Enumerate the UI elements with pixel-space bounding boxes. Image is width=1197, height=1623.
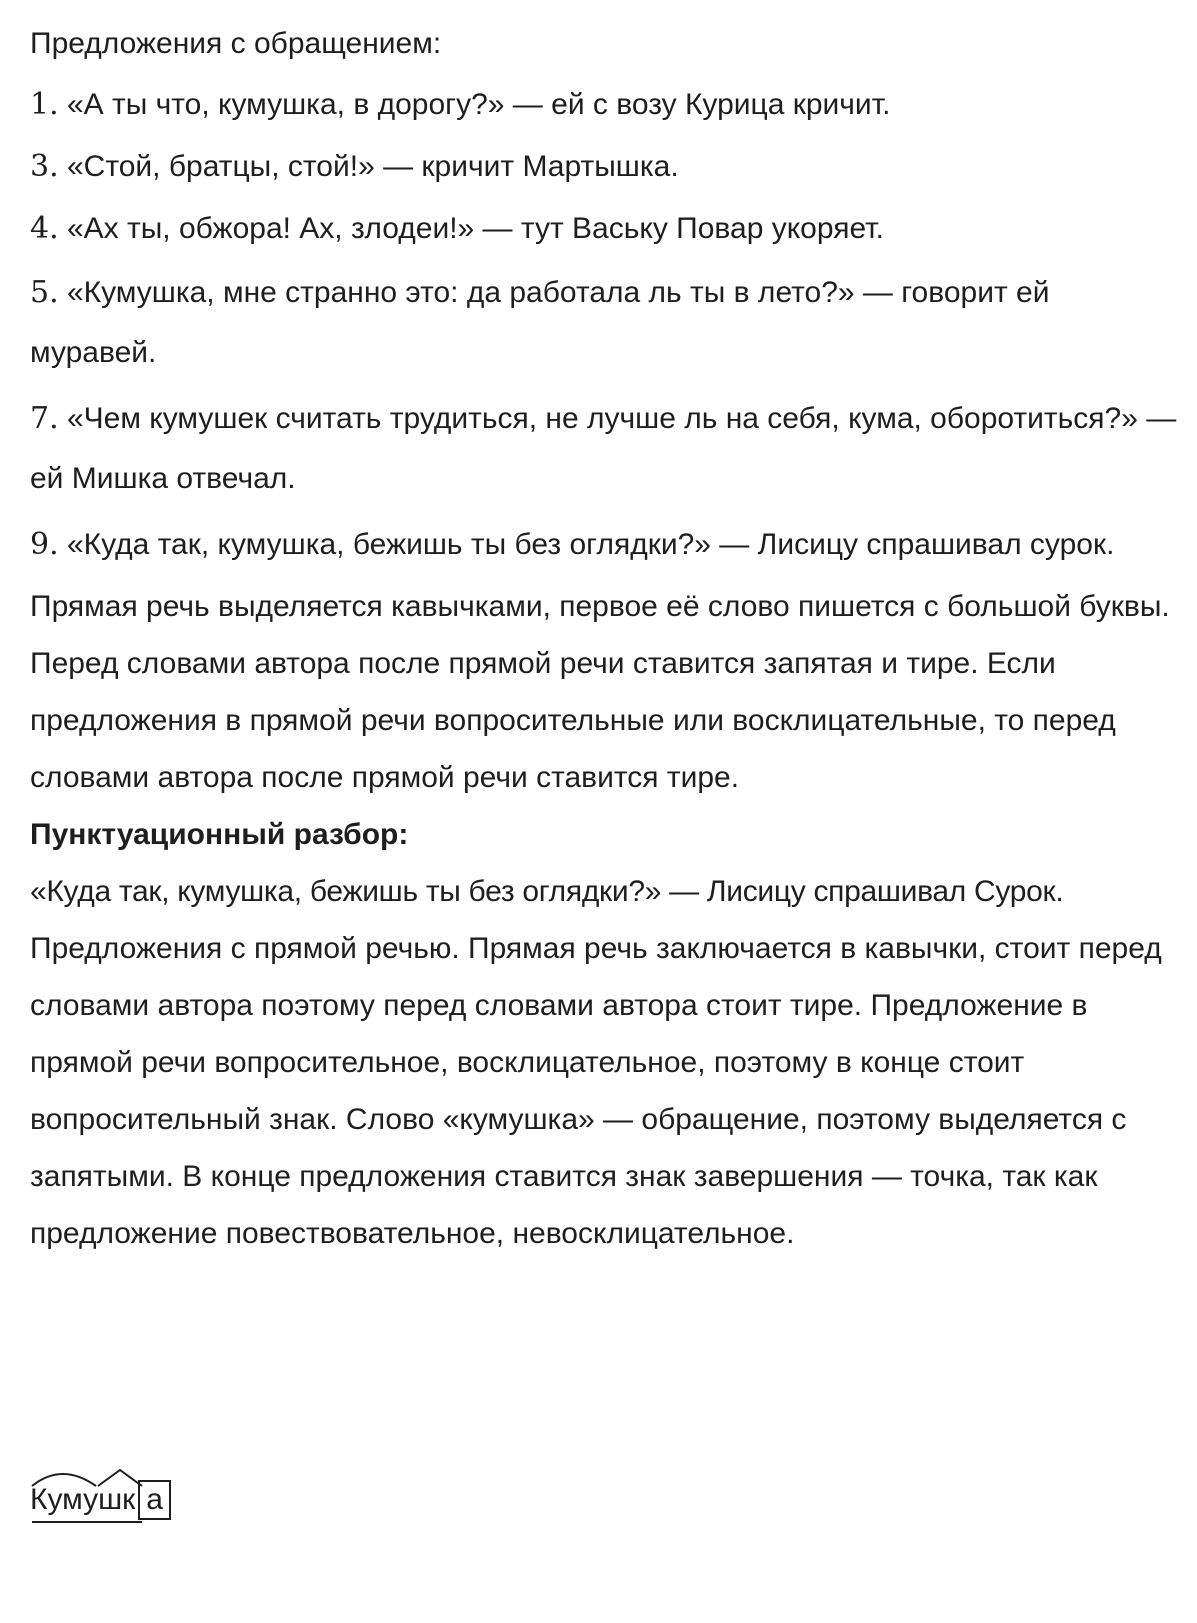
section-heading: Предложения с обращением: <box>30 27 442 60</box>
item-number: 3. <box>30 149 59 184</box>
item-text: «Куда так, кумушка, бежишь ты без оглядки?» — Лисицу спрашивал сурок. <box>66 528 1115 561</box>
item-number: 4. <box>30 211 59 246</box>
item-text: «Стой, братцы, стой!» — кричит Мартышка. <box>66 150 679 183</box>
list-item <box>30 512 1180 578</box>
analysis-sentence: «Куда так, кумушка, бежишь ты без оглядки?» — Лисицу спрашивал Сурок. <box>30 875 1064 908</box>
rule-paragraph: Прямая речь выделяется кавычками, первое её слово пишется с большой буквы. Перед словами автора после прямой речи ставится запятая и тире. Если предложения в прямой речи вопросительные или восклицательные, то перед словами автора после прямой речи ставится тире. <box>30 590 1170 794</box>
word-stem: Кумушк <box>30 1483 136 1516</box>
morpheme-word <box>30 1480 171 1520</box>
document-body <box>30 14 1180 1262</box>
item-number: 9. <box>30 527 59 562</box>
item-text: «Кумушка, мне странно это: да работала ль ты в лето?» — говорит ей муравей. <box>30 276 1050 369</box>
item-text: «Ах ты, обжора! Ах, злодеи!» — тут Ваську Повар укоряет. <box>66 212 884 245</box>
list-item <box>30 260 1180 386</box>
example-list <box>30 74 1180 578</box>
list-item <box>30 74 1180 136</box>
list-item <box>30 386 1180 512</box>
item-number: 1. <box>30 87 59 122</box>
item-text: «А ты что, кумушка, в дорогу?» — ей с возу Курица кричит. <box>66 88 891 121</box>
list-item <box>30 198 1180 260</box>
item-number: 7. <box>30 401 59 436</box>
morpheme-parse <box>30 1462 230 1542</box>
analysis-text: Предложения с прямой речью. Прямая речь заключается в кавычки, стоит перед словами автора поэтому перед словами автора стоит тире. Предложение в прямой речи вопросительное, восклицательное, поэтому в конце стоит вопросительный знак. Слово «кумушка» — обращение, поэтому выделяется с запятыми. В конце предложения ставится знак завершения — точка, так как предложение повествовательное, невосклицательное. <box>30 932 1162 1250</box>
item-number: 5. <box>30 275 59 310</box>
word-ending-box: а <box>138 1480 171 1520</box>
analysis-title: Пунктуационный разбор: <box>30 818 409 851</box>
item-text: «Чем кумушек считать трудиться, не лучше ль на себя, кума, оборотиться?» — ей Мишка отвечал. <box>30 402 1177 495</box>
list-item <box>30 136 1180 198</box>
